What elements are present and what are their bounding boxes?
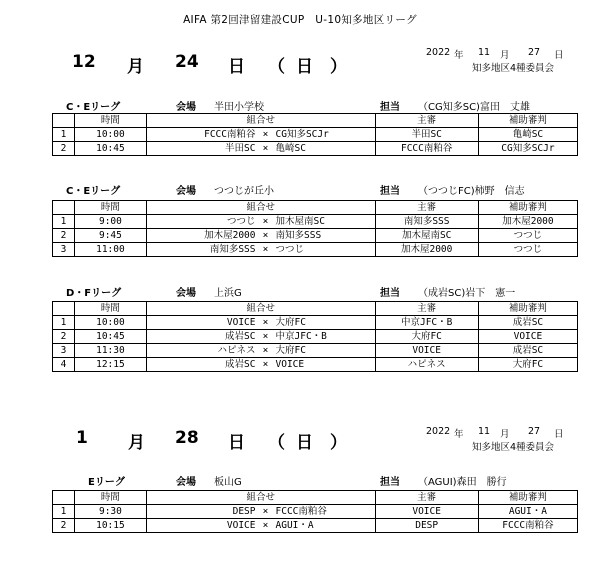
issued-year-unit: 年 [454,429,464,440]
row-match [146,128,375,142]
issued-year-unit: 年 [454,50,464,61]
header-ref: 補助審判 [478,491,577,505]
row-ref: つつじ [478,229,577,243]
header-ref: 補助審判 [478,114,577,128]
header-host: 主審 [375,491,478,505]
team-b: 大府FC [275,316,306,328]
league-name: C・Eリーグ [66,186,121,197]
league-header-3 [0,284,600,298]
table-header-row [53,201,578,215]
table-row [53,519,578,533]
vs-mark: × [262,316,269,328]
table-header-row [53,491,578,505]
venue-label: 会場 [176,477,196,488]
row-no: 1 [53,505,75,519]
staff-label: 担当 [380,477,400,488]
issued-day: 27 [528,47,541,58]
team-b: VOICE [275,358,305,370]
row-match [146,505,375,519]
row-host: 加木屋南SC [375,229,478,243]
staff-label: 担当 [380,186,400,197]
row-time: 10:45 [74,330,146,344]
vs-mark: × [262,505,269,517]
row-ref: 亀崎SC [478,128,577,142]
issued-month-unit: 月 [500,50,510,61]
date-month: 1 [76,428,88,448]
row-no: 4 [53,358,75,372]
table-row [53,243,578,257]
issued-day-unit: 日 [554,50,564,61]
row-host: DESP [375,519,478,533]
row-no: 2 [53,142,75,156]
issued-day: 27 [528,426,541,437]
document-title: AIFA 第2回津留建設CUP U-10知多地区リーグ [183,14,417,26]
row-ref: AGUI・A [478,505,577,519]
issued-year: 2022 [426,426,451,437]
issued-date-2 [0,426,600,456]
venue-label: 会場 [176,186,196,197]
row-no: 2 [53,330,75,344]
row-host: VOICE [375,344,478,358]
row-ref: VOICE [478,330,577,344]
team-a: DESP [232,505,256,517]
team-b: CG知多SCJr [275,128,329,140]
issued-day-unit: 日 [554,429,564,440]
header-no [53,302,75,316]
issued-organization: 知多地区4種委員会 [472,442,555,453]
row-match [146,519,375,533]
row-time: 9:45 [74,229,146,243]
table-row [53,128,578,142]
row-host: VOICE [375,505,478,519]
row-match [146,316,375,330]
header-time: 時間 [74,491,146,505]
header-time: 時間 [74,201,146,215]
table-row [53,505,578,519]
row-match [146,344,375,358]
team-a: つつじ [226,215,256,227]
table-row [53,316,578,330]
row-no: 2 [53,519,75,533]
date-month-unit: 月 [127,57,144,77]
vs-mark: × [262,243,269,255]
issued-month: 11 [478,426,491,437]
venue-name: 上浜G [214,288,242,299]
schedule-table-3 [52,301,578,372]
header-time: 時間 [74,114,146,128]
team-b: 亀崎SC [275,142,306,154]
staff-label: 担当 [380,102,400,113]
row-ref: FCCC南粕谷 [478,519,577,533]
league-header-2 [0,182,600,196]
row-time: 10:00 [74,316,146,330]
vs-mark: × [262,142,269,154]
row-match [146,358,375,372]
team-b: 中京JFC・B [275,330,327,342]
date-paren-open: （ [268,57,285,77]
league-name: Eリーグ [88,477,125,488]
row-time: 10:45 [74,142,146,156]
date-day-unit: 日 [228,57,245,77]
date-paren-close: ） [330,433,347,453]
team-b: 大府FC [275,344,306,356]
row-time: 10:00 [74,128,146,142]
team-a: 半田SC [225,142,256,154]
row-host: 半田SC [375,128,478,142]
row-no: 3 [53,243,75,257]
team-a: VOICE [226,519,256,531]
row-no: 1 [53,215,75,229]
header-no [53,114,75,128]
header-match: 組合せ [146,302,375,316]
team-a: FCCC南粕谷 [204,128,256,140]
table-row [53,358,578,372]
vs-mark: × [262,330,269,342]
row-ref: 成岩SC [478,344,577,358]
date-weekday: 日 [296,433,313,453]
team-a: VOICE [226,316,256,328]
row-host: 加木屋2000 [375,243,478,257]
league-header-1 [0,98,600,112]
venue-name: 板山G [214,477,242,488]
header-ref: 補助審判 [478,201,577,215]
venue-name: 半田小学校 [214,102,264,113]
header-host: 主審 [375,201,478,215]
team-a: ハピネス [217,344,256,356]
row-time: 11:30 [74,344,146,358]
row-host: 南知多SSS [375,215,478,229]
team-b: 南知多SSS [275,229,322,241]
team-a: 南知多SSS [209,243,256,255]
row-no: 1 [53,316,75,330]
table-row [53,215,578,229]
date-paren-close: ） [330,57,347,77]
staff-name: （AGUI)森田 勝行 [418,477,507,488]
table-row [53,142,578,156]
schedule-table-1 [52,113,578,156]
header-no [53,201,75,215]
team-b: FCCC南粕谷 [275,505,327,517]
issued-date-1 [0,47,600,77]
team-a: 成岩SC [225,358,256,370]
row-match [146,243,375,257]
row-ref: 大府FC [478,358,577,372]
row-match [146,330,375,344]
vs-mark: × [262,229,269,241]
row-time: 9:30 [74,505,146,519]
table-header-row [53,114,578,128]
row-time: 9:00 [74,215,146,229]
row-host: FCCC南粕谷 [375,142,478,156]
date-day-unit: 日 [228,433,245,453]
row-host: 中京JFC・B [375,316,478,330]
league-header-4 [0,473,600,487]
row-host: ハピネス [375,358,478,372]
vs-mark: × [262,344,269,356]
row-no: 3 [53,344,75,358]
league-name: D・Fリーグ [66,288,122,299]
row-no: 1 [53,128,75,142]
staff-name: （つつじFC)柿野 信志 [418,186,525,197]
header-host: 主審 [375,302,478,316]
row-time: 11:00 [74,243,146,257]
date-day: 24 [175,52,199,72]
vs-mark: × [262,358,269,370]
row-time: 10:15 [74,519,146,533]
header-match: 組合せ [146,491,375,505]
issued-year: 2022 [426,47,451,58]
staff-name: （成岩SC)岩下 憲一 [418,288,516,299]
header-match: 組合せ [146,201,375,215]
venue-name: つつじが丘小 [214,186,274,197]
venue-label: 会場 [176,102,196,113]
row-host: 大府FC [375,330,478,344]
row-match [146,229,375,243]
team-b: 加木屋南SC [275,215,325,227]
date-paren-open: （ [268,433,285,453]
table-row [53,330,578,344]
row-ref: CG知多SCJr [478,142,577,156]
header-time: 時間 [74,302,146,316]
vs-mark: × [262,519,269,531]
vs-mark: × [262,128,269,140]
venue-label: 会場 [176,288,196,299]
date-month: 12 [72,52,96,72]
league-name: C・Eリーグ [66,102,121,113]
schedule-table-2 [52,200,578,257]
team-a: 成岩SC [225,330,256,342]
table-row [53,344,578,358]
table-header-row [53,302,578,316]
staff-name: （CG知多SC)富田 丈雄 [418,102,530,113]
header-match: 組合せ [146,114,375,128]
row-ref: 加木屋2000 [478,215,577,229]
row-ref: 成岩SC [478,316,577,330]
header-no [53,491,75,505]
date-month-unit: 月 [128,433,145,453]
table-row [53,229,578,243]
issued-month: 11 [478,47,491,58]
header-host: 主審 [375,114,478,128]
team-b: つつじ [275,243,305,255]
schedule-table-4 [52,490,578,533]
row-match [146,142,375,156]
row-time: 12:15 [74,358,146,372]
date-day: 28 [175,428,199,448]
header-ref: 補助審判 [478,302,577,316]
row-no: 2 [53,229,75,243]
date-weekday: 日 [296,57,313,77]
team-a: 加木屋2000 [204,229,256,241]
staff-label: 担当 [380,288,400,299]
row-ref: つつじ [478,243,577,257]
row-match [146,215,375,229]
vs-mark: × [262,215,269,227]
issued-month-unit: 月 [500,429,510,440]
issued-organization: 知多地区4種委員会 [472,63,555,74]
team-b: AGUI・A [275,519,314,531]
